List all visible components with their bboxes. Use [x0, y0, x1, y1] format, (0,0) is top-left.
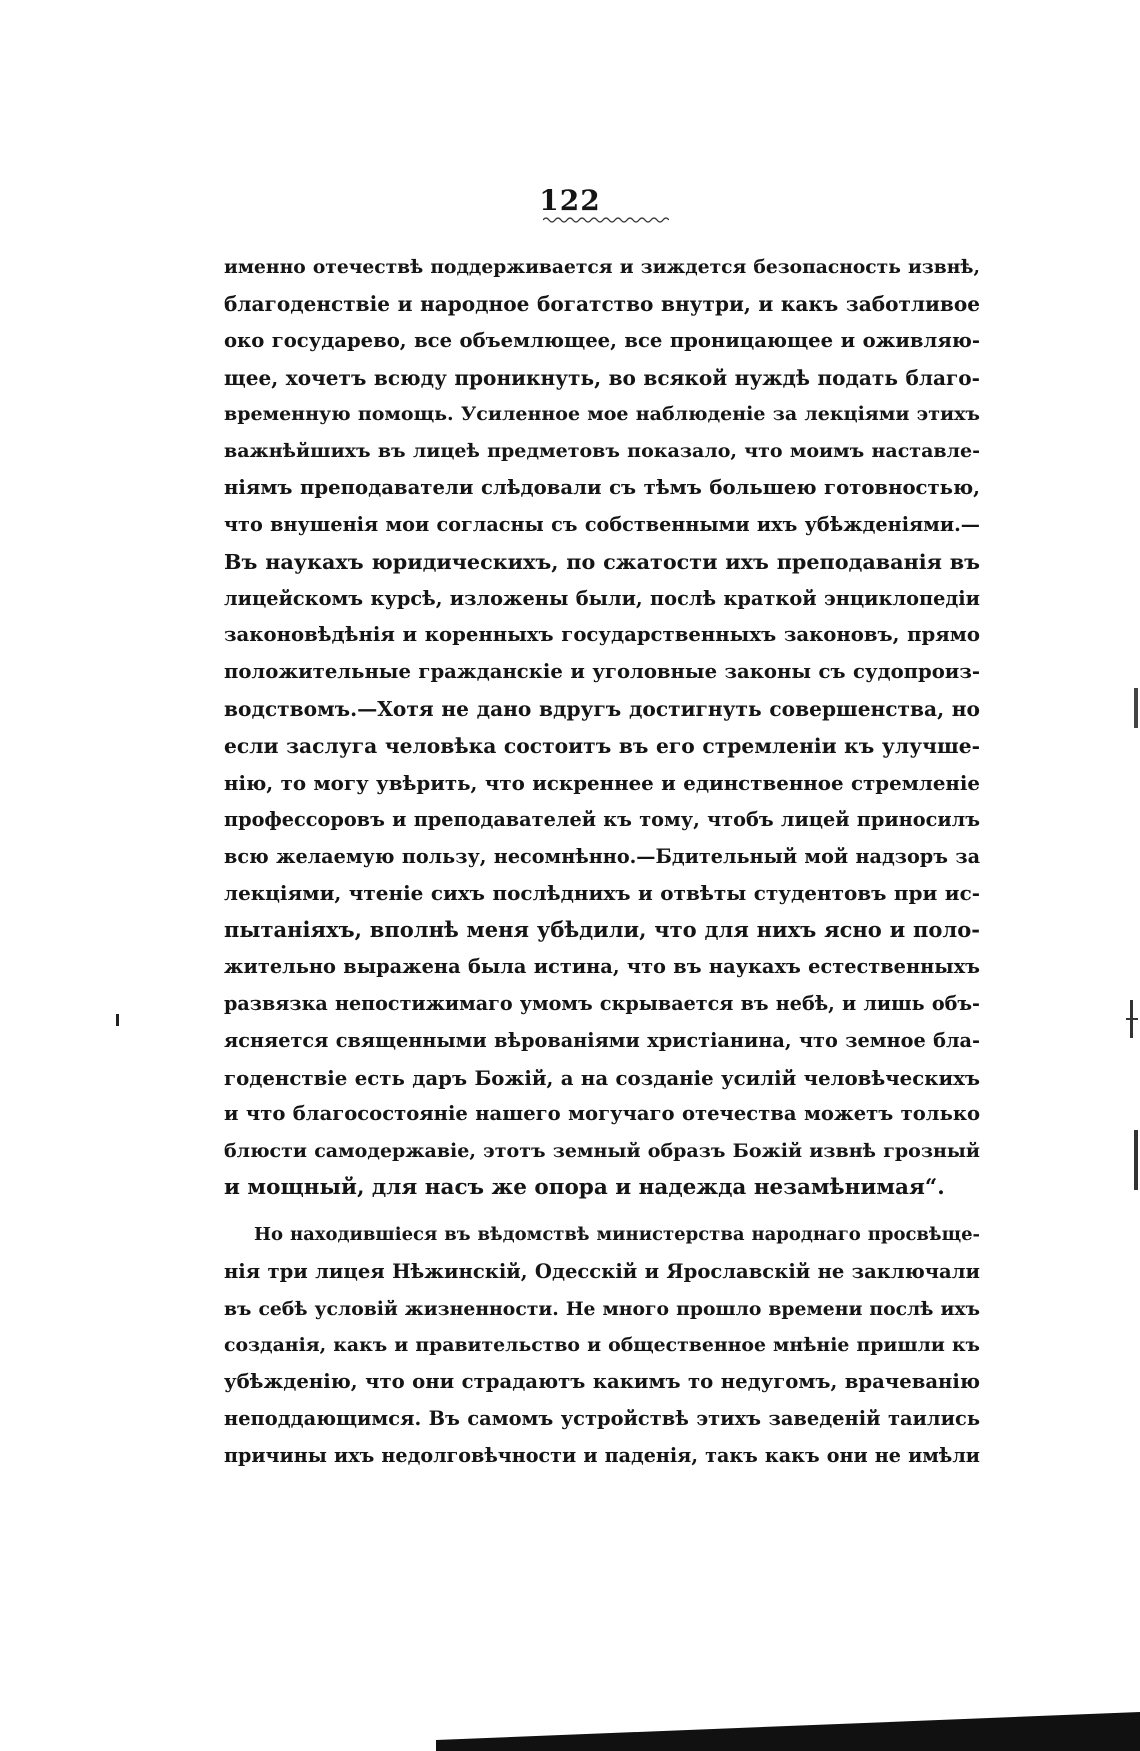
text-line: временную помощь. Усиленное мое наблюденіе за лекціями этихъ — [224, 403, 980, 426]
text-line: водствомъ.—Хотя не дано вдругъ достигнуть совершенства, но — [224, 697, 980, 722]
scan-mark — [1126, 1018, 1138, 1020]
text-line: нія три лицея Нѣжинскій, Одесскій и Ярославскій не заключали — [224, 1259, 980, 1283]
text-line: развязка непостижимаго умомъ скрывается въ небѣ, и лишь объ- — [224, 991, 980, 1015]
scan-bottom-shadow — [436, 1700, 1140, 1751]
text-line: щее, хочетъ всюду проникнуть, во всякой нуждѣ подать благо- — [224, 365, 980, 390]
text-line: если заслуга человѣка состоитъ въ его стремленіи къ улучше- — [224, 733, 980, 758]
text-line: годенствіе есть даръ Божій, а на созданіе усилій человѣческихъ — [224, 1065, 980, 1090]
paragraph-1 — [224, 249, 980, 1207]
text-line: убѣжденію, что они страдаютъ какимъ то недугомъ, врачеванію — [224, 1370, 980, 1394]
text-line: что внушенія мои согласны съ собственными ихъ убѣжденіями.— — [224, 512, 980, 536]
text-line: пытаніяхъ, вполнѣ меня убѣдили, что для нихъ ясно и поло- — [224, 917, 980, 943]
text-line: благоденствіе и народное богатство внутри, и какъ заботливое — [224, 291, 980, 316]
text-line: положительные гражданскіе и уголовные законы съ судопроиз- — [224, 660, 980, 684]
text-line: око государево, все объемлющее, все проницающее и оживляю- — [224, 328, 980, 352]
text-line: ясняется священными вѣрованіями христіанина, что земное бла- — [224, 1028, 980, 1052]
text-line: нію, то могу увѣрить, что искреннее и единственное стремленіе — [224, 770, 980, 795]
scan-mark — [1134, 688, 1138, 728]
text-line: ніямъ преподаватели слѣдовали съ тѣмъ большею готовностью, — [224, 476, 980, 500]
text-line: лицейскомъ курсѣ, изложены были, послѣ краткой энциклопедіи — [224, 586, 980, 610]
text-line: всю желаемую пользу, несомнѣнно.—Бдительный мой надзоръ за — [224, 844, 980, 868]
text-line: и что благосостояніе нашего могучаго отечества можетъ только — [224, 1102, 980, 1126]
scan-mark — [116, 1014, 119, 1026]
text-line: и мощный, для насъ же опора и надежда незамѣнимая“. — [224, 1175, 945, 1201]
page-number: 122 — [539, 184, 601, 217]
text-line: лекціями, чтеніе сихъ послѣднихъ и отвѣты студентовъ при ис- — [224, 881, 980, 906]
text-line: Но находившіеся въ вѣдомствѣ министерства народнаго просвѣще- — [254, 1223, 980, 1245]
text-line: именно отечествѣ поддерживается и зиждется безопасность извнѣ, — [224, 256, 980, 278]
text-line: жительно выражена была истина, что въ наукахъ естественныхъ — [224, 955, 980, 979]
text-line: созданія, какъ и правительство и общественное мнѣніе пришли къ — [224, 1334, 980, 1357]
text-line: профессоровъ и преподавателей къ тому, чтобъ лицей приносилъ — [224, 807, 980, 831]
body-text — [224, 249, 980, 1475]
text-line: въ себѣ условій жизненности. Не много прошло времени послѣ ихъ — [224, 1297, 980, 1320]
paragraph-2 — [224, 1217, 980, 1475]
page-number-underline — [543, 215, 669, 223]
text-line: неподдающимся. Въ самомъ устройствѣ этихъ заведеній таились — [224, 1407, 980, 1431]
text-line: Въ наукахъ юридическихъ, по сжатости ихъ преподаванія въ — [224, 549, 980, 574]
text-line: причины ихъ недолговѣчности и паденія, такъ какъ они не имѣли — [224, 1444, 980, 1467]
paragraph-gap — [224, 1207, 980, 1217]
scan-mark — [1134, 1130, 1138, 1190]
text-line: законовѣдѣнія и коренныхъ государственныхъ законовъ, прямо — [224, 623, 980, 647]
text-line: блюсти самодержавіе, этотъ земный образъ Божій извнѣ грозный — [224, 1140, 980, 1163]
text-line: важнѣйшихъ въ лицеѣ предметовъ показало, что моимъ наставле- — [224, 440, 980, 463]
